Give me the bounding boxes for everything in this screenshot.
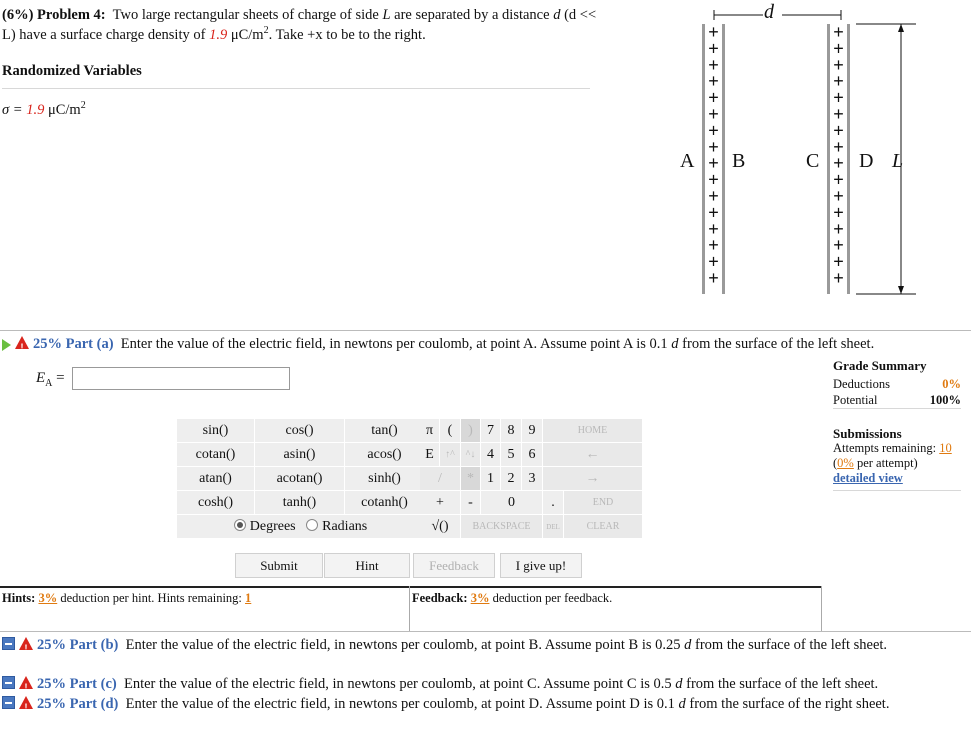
key-1[interactable]: 1 <box>481 467 501 491</box>
hints-pct: 3% <box>38 591 58 605</box>
deductions-value: 0% <box>942 377 961 391</box>
answer-input[interactable] <box>72 367 290 390</box>
part-d-var: d <box>678 696 686 712</box>
problem-label: Problem 4: <box>37 7 106 23</box>
part-b-text: Enter the value of the electric field, in newtons per coulomb, at point B. Assume point B is 0.25 <box>125 637 681 653</box>
key-acotan[interactable]: acotan() <box>255 467 345 491</box>
plus-charge: + <box>708 202 719 223</box>
radians-label: Radians <box>322 519 368 534</box>
problem-text-1: Two large rectangular sheets of charge of side <box>112 7 379 23</box>
part-c-var: d <box>675 676 683 692</box>
var-d: d <box>553 7 561 23</box>
potential-value: 100% <box>929 393 961 407</box>
left-sheet-charges <box>708 22 719 288</box>
key-del[interactable]: DEL <box>543 515 564 539</box>
collapse-icon[interactable] <box>2 637 15 650</box>
key-cotanh[interactable]: cotanh() <box>345 491 425 515</box>
charged-sheets-figure <box>660 0 960 300</box>
plus-charge: + <box>833 38 844 59</box>
plus-charge: + <box>833 136 844 157</box>
key-lparen[interactable]: ( <box>440 419 461 443</box>
give-up-button[interactable]: I give up! <box>500 553 582 578</box>
problem-text-3: (d << L) have a surface charge density of <box>2 7 597 43</box>
plus-charge: + <box>708 71 719 92</box>
plus-charge: + <box>708 104 719 124</box>
hints-text: deduction per hint. Hints remaining: <box>60 591 242 605</box>
key-acos[interactable]: acos() <box>345 443 425 467</box>
sigma-symbol: σ = <box>2 102 23 118</box>
collapse-icon[interactable] <box>2 696 15 709</box>
warning-icon: ! <box>15 336 29 349</box>
key-0[interactable]: 0 <box>481 491 543 515</box>
plus-charge: + <box>708 54 719 75</box>
label-d: d <box>764 1 774 23</box>
plus-charge: + <box>708 268 719 288</box>
collapse-icon[interactable] <box>2 676 15 689</box>
calculator-keypad <box>177 419 643 539</box>
angle-mode <box>177 515 425 539</box>
plus-charge: + <box>708 38 719 59</box>
key-rparen[interactable]: ) <box>461 419 481 443</box>
key-8[interactable]: 8 <box>501 419 522 443</box>
plus-charge: + <box>833 54 844 75</box>
part-b-percent: 25% Part (b) <box>37 637 119 653</box>
plus-charge: + <box>833 186 844 206</box>
sigma-value: 1.9 <box>209 27 228 43</box>
part-b-header[interactable] <box>2 636 970 655</box>
hints-info <box>2 591 251 606</box>
plus-charge: + <box>833 218 844 239</box>
submissions-title: Submissions <box>833 426 902 441</box>
plus-charge: + <box>708 87 719 108</box>
warning-icon: ! <box>19 696 33 709</box>
var-L: L <box>382 7 391 23</box>
problem-weight: (6%) <box>2 7 34 23</box>
key-minus[interactable]: - <box>461 491 481 515</box>
part-c-percent: 25% Part (c) <box>37 676 117 692</box>
feedback-info <box>412 591 612 606</box>
attempts-value: 10 <box>939 441 952 455</box>
warning-icon: ! <box>19 637 33 650</box>
grade-summary <box>833 358 961 408</box>
sigma-unit: μC/m <box>230 27 264 43</box>
key-3[interactable]: 3 <box>522 467 543 491</box>
key-home[interactable]: HOME <box>543 419 643 443</box>
potential-label: Potential <box>833 393 878 407</box>
feedback-label: Feedback: <box>412 591 468 605</box>
plus-charge: + <box>833 120 844 141</box>
randomized-sigma-value: 1.9 <box>26 102 45 118</box>
key-pi[interactable]: π <box>420 419 440 443</box>
divider <box>409 586 410 631</box>
plus-charge: + <box>708 186 719 206</box>
key-right-arrow[interactable]: → <box>543 467 643 491</box>
plus-charge: + <box>833 87 844 108</box>
hints-remaining: 1 <box>245 591 252 605</box>
key-cosh[interactable]: cosh() <box>177 491 255 515</box>
answer-label: $E_A$ = <box>36 370 65 389</box>
part-d-text: Enter the value of the electric field, in newtons per coulomb, at point D. Assume point D is 0.1 <box>125 696 675 712</box>
key-divide[interactable]: / <box>420 467 461 491</box>
plus-charge: + <box>708 235 719 256</box>
plus-charge: + <box>833 235 844 256</box>
label-C: C <box>806 150 820 172</box>
part-a-tail: from the surface of the left sheet. <box>682 336 875 352</box>
part-a-text: Enter the value of the electric field, in newtons per coulomb, at point A. Assume point A is 0.1 <box>120 336 668 352</box>
plus-charge: + <box>833 104 844 124</box>
key-atan[interactable]: atan() <box>177 467 255 491</box>
key-e[interactable]: E <box>420 443 440 467</box>
deductions-label: Deductions <box>833 377 890 391</box>
key-clear[interactable]: CLEAR <box>564 515 643 539</box>
label-B: B <box>732 150 746 172</box>
key-plus[interactable]: + <box>420 491 461 515</box>
key-sqrt[interactable]: √() <box>420 515 461 539</box>
feedback-button[interactable]: Feedback <box>413 553 495 578</box>
plus-charge: + <box>833 153 844 174</box>
key-backspace[interactable]: BACKSPACE <box>461 515 543 539</box>
divider <box>821 586 822 631</box>
part-a-var: d <box>671 336 679 352</box>
label-D: D <box>859 150 874 172</box>
randomized-variables-title: Randomized Variables <box>2 63 142 79</box>
part-a-divider <box>0 330 971 331</box>
plus-charge: + <box>833 251 844 272</box>
key-asin[interactable]: asin() <box>255 443 345 467</box>
right-sheet-charges <box>833 22 844 288</box>
plus-charge: + <box>708 120 719 141</box>
problem-statement: (6%) Problem 4: Two large rectangular sheets of charge of side L are separated by a distance d (d << L) have a surface charge density of 1.9 $\mu C/m^2$. Take +x to be to the right. <box>2 7 597 43</box>
plus-charge: + <box>708 153 719 174</box>
plus-charge: + <box>708 169 719 190</box>
key-end[interactable]: END <box>564 491 643 515</box>
attempts-label: Attempts remaining: <box>833 441 937 455</box>
key-tan[interactable]: tan() <box>345 419 425 443</box>
key-superscript[interactable]: ↑^ <box>440 443 461 467</box>
part-d-tail: from the surface of the right sheet. <box>689 696 890 712</box>
problem-text-2: are separated by a distance <box>394 7 550 23</box>
label-L: L <box>892 150 904 172</box>
part-b-var: d <box>684 637 692 653</box>
part-a-percent: 25% Part (a) <box>33 336 114 352</box>
part-a-header[interactable] <box>2 335 970 354</box>
label-A: A <box>680 150 695 172</box>
hint-button[interactable]: Hint <box>324 553 410 578</box>
plus-charge: + <box>833 22 844 42</box>
key-7[interactable]: 7 <box>481 419 501 443</box>
part-d-header[interactable] <box>2 695 970 714</box>
plus-charge: + <box>833 268 844 288</box>
divider <box>2 88 590 89</box>
plus-charge: + <box>833 169 844 190</box>
part-b-tail: from the surface of the left sheet. <box>695 637 888 653</box>
key-4[interactable]: 4 <box>481 443 501 467</box>
key-left-arrow[interactable]: ← <box>543 443 643 467</box>
plus-charge: + <box>708 251 719 272</box>
key-multiply[interactable]: * <box>461 467 481 491</box>
key-tanh[interactable]: tanh() <box>255 491 345 515</box>
key-9[interactable]: 9 <box>522 419 543 443</box>
key-cos[interactable]: cos() <box>255 419 345 443</box>
key-sin[interactable]: sin() <box>177 419 255 443</box>
key-cotan[interactable]: cotan() <box>177 443 255 467</box>
key-2[interactable]: 2 <box>501 467 522 491</box>
hints-feedback-divider <box>0 586 822 588</box>
part-c-text: Enter the value of the electric field, in newtons per coulomb, at point C. Assume point C is 0.5 <box>123 676 672 692</box>
per-attempt-label: per attempt) <box>856 456 918 470</box>
degrees-label: Degrees <box>249 519 296 534</box>
warning-icon: ! <box>19 676 33 689</box>
plus-charge: + <box>833 71 844 92</box>
plus-charge: + <box>708 218 719 239</box>
key-dot[interactable]: . <box>543 491 564 515</box>
plus-charge: + <box>708 22 719 42</box>
divider <box>833 490 961 491</box>
grade-summary-title: Grade Summary <box>833 358 927 373</box>
expand-triangle-icon[interactable] <box>2 339 11 351</box>
feedback-text: deduction per feedback. <box>492 591 613 605</box>
submit-button[interactable]: Submit <box>235 553 323 578</box>
divider <box>833 408 961 409</box>
plus-charge: + <box>833 202 844 223</box>
detailed-view-link[interactable]: detailed view <box>833 471 903 485</box>
part-c-tail: from the surface of the left sheet. <box>686 676 879 692</box>
key-5[interactable]: 5 <box>501 443 522 467</box>
key-sinh[interactable]: sinh() <box>345 467 425 491</box>
feedback-pct: 3% <box>470 591 490 605</box>
key-6[interactable]: 6 <box>522 443 543 467</box>
problem-text-4: . Take +x to be to the right. <box>268 27 426 43</box>
randomized-sigma-unit: μC/m <box>47 102 81 118</box>
key-subscript[interactable]: ^↓ <box>461 443 481 467</box>
hints-label: Hints: <box>2 591 36 605</box>
plus-charge: + <box>708 136 719 157</box>
randomized-sigma: σ = 1.9 $\mu C/m^2$ <box>2 100 86 118</box>
part-d-percent: 25% Part (d) <box>37 696 119 712</box>
divider <box>0 631 971 632</box>
submissions-panel: Submissions Attempts remaining: 10 (0% per attempt) detailed view <box>833 426 963 486</box>
per-attempt-value: 0% <box>837 456 854 470</box>
degrees-radio[interactable] <box>234 519 246 531</box>
part-c-header[interactable] <box>2 675 970 694</box>
radians-radio[interactable] <box>306 519 318 531</box>
